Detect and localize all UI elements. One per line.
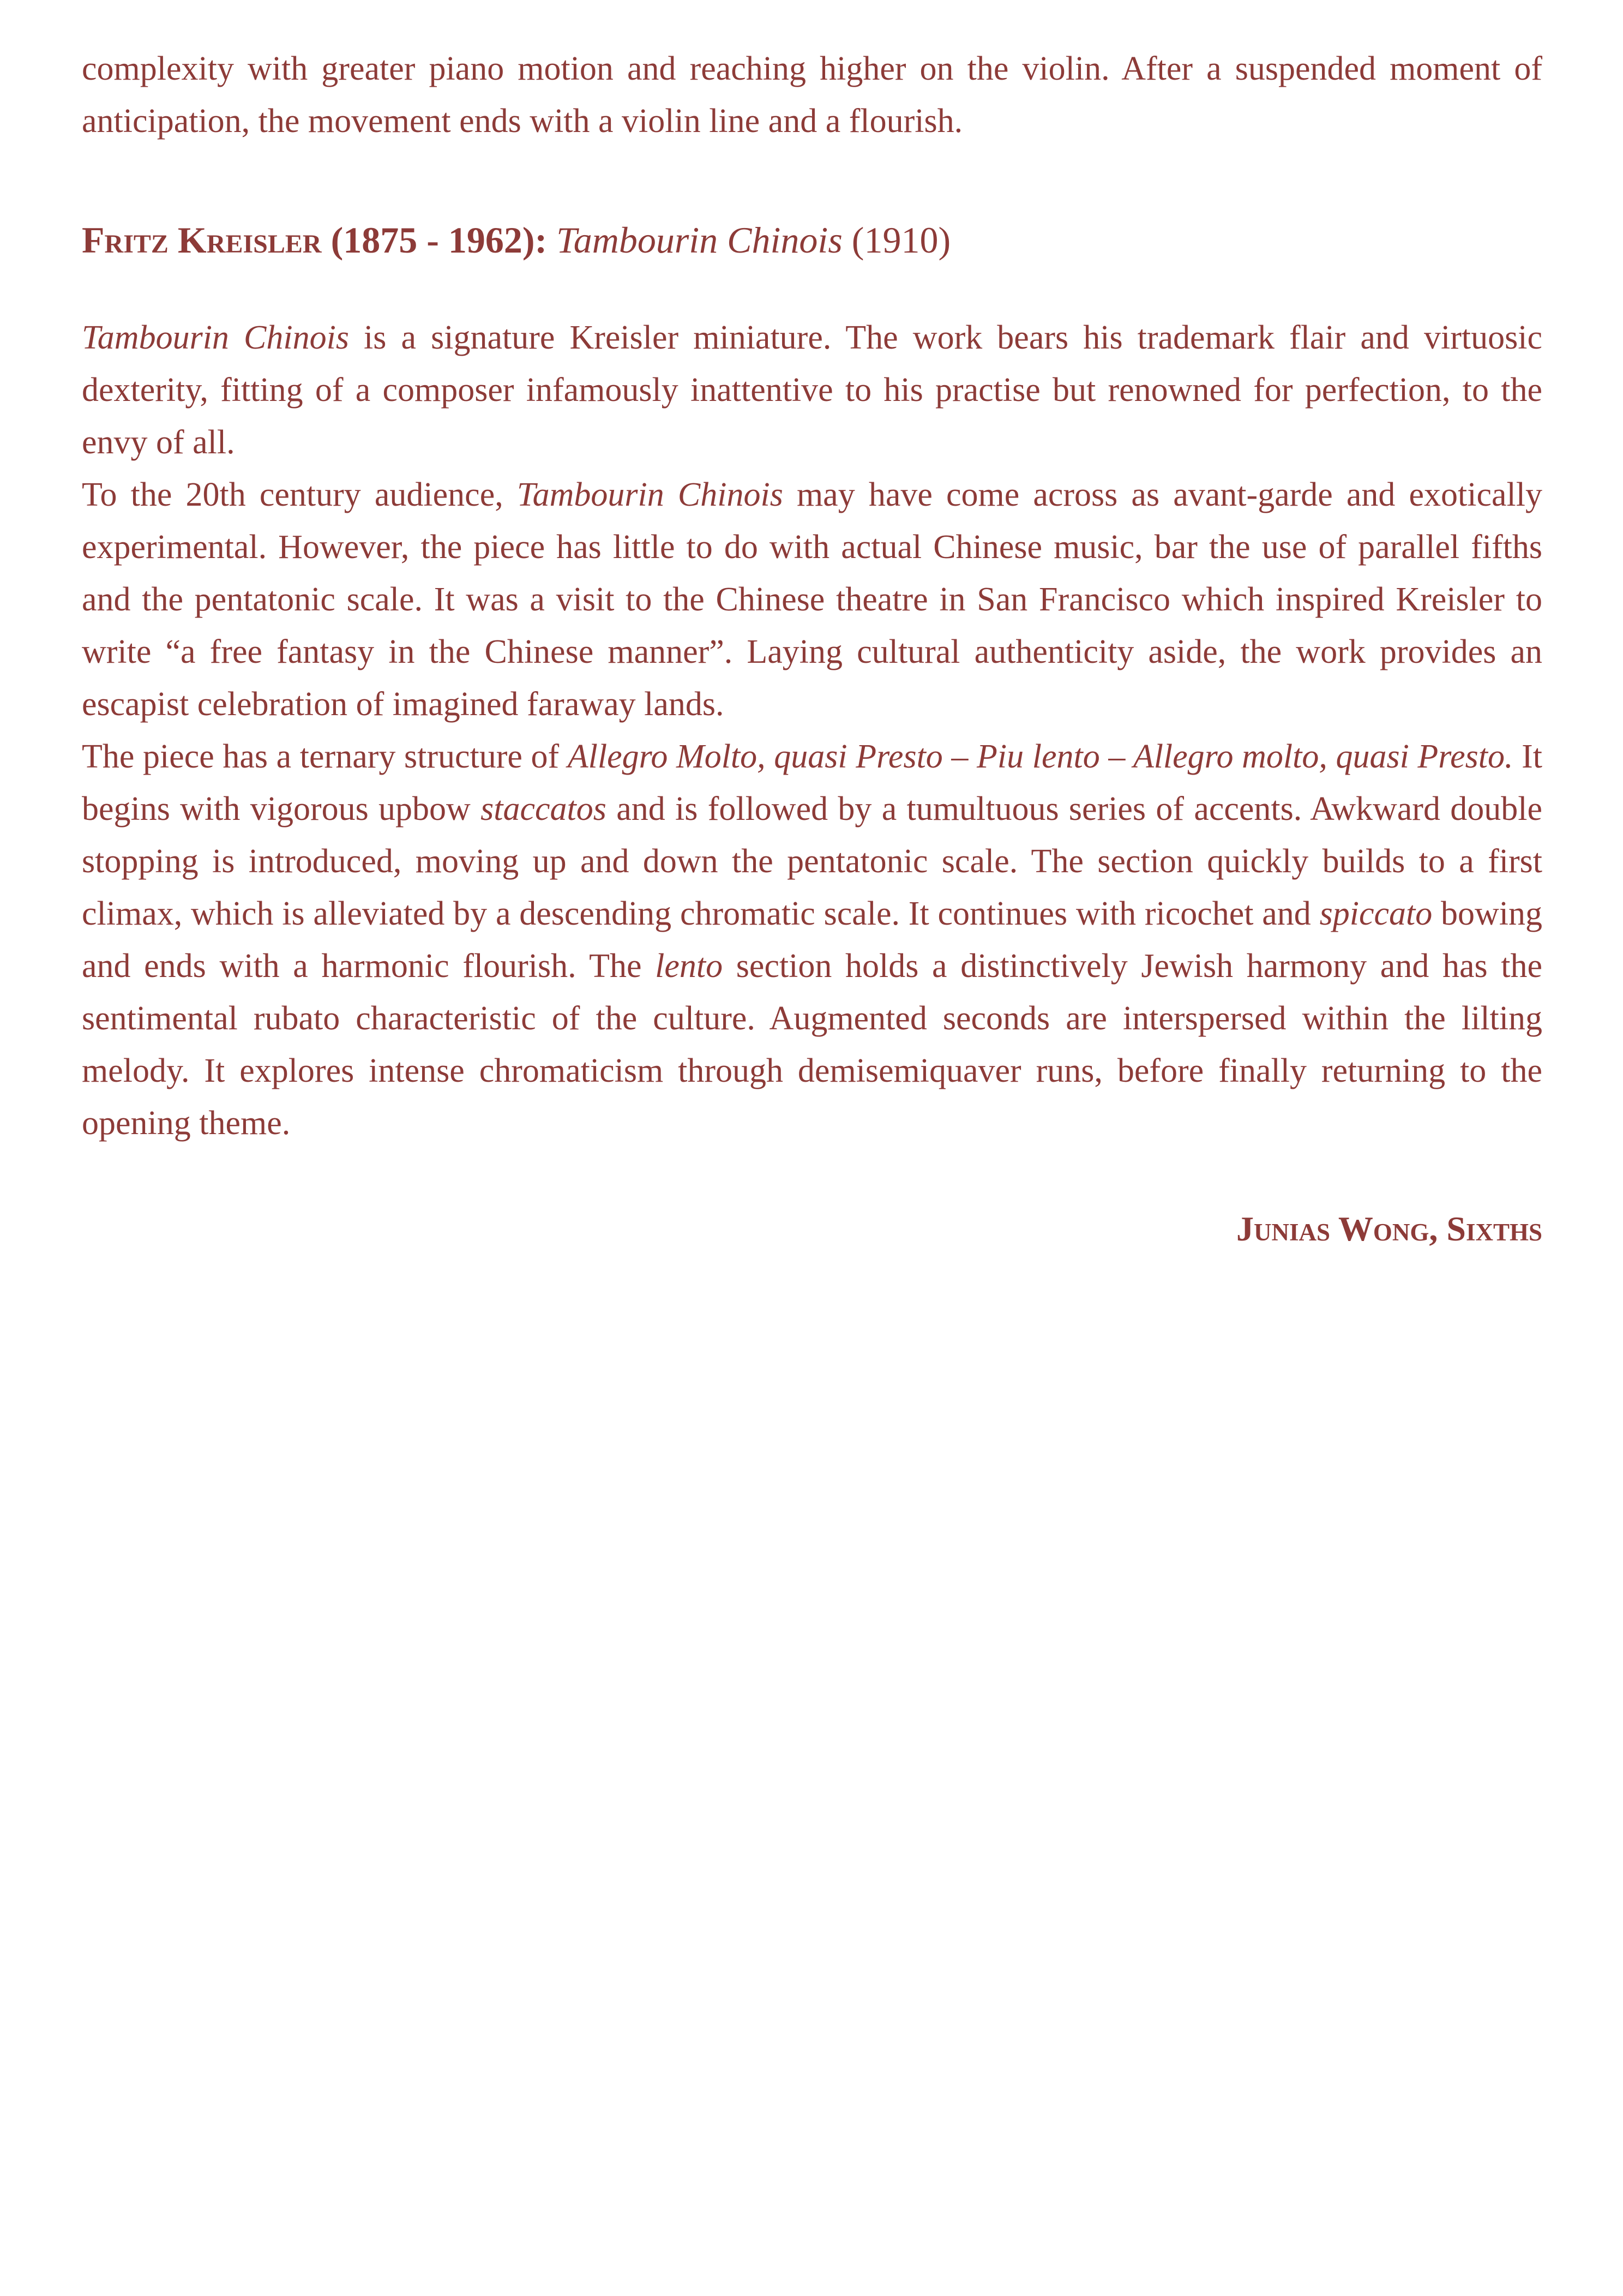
byline	[82, 1203, 1542, 1255]
text-segment: To the 20th century audience,	[82, 476, 517, 513]
text-segment: (1875 - 1962):	[321, 219, 557, 261]
paragraph-kreisler-miniature	[82, 311, 1542, 469]
text-segment: spiccato	[1319, 895, 1433, 932]
text-segment: section holds a distinctively Jewish harmony and has the sentimental rubato characteristic of the culture. Augmented seconds are interspersed within the lilting melody. It explores intense chromaticism through demisemiquaver runs, before finally returning to the opening theme.	[82, 948, 1542, 1142]
text-segment: (1910)	[842, 219, 951, 261]
text-segment: staccatos	[480, 790, 606, 828]
text-segment: lento	[655, 948, 723, 985]
text-segment: complexity with greater piano motion and reaching higher on the violin. After a suspended moment of anticipation, the movement ends with a violin line and a flourish.	[82, 50, 1542, 140]
text-segment: and is followed by a tumultuous series of accents. Awkward double stopping is introduced, moving up and down the pentatonic scale. The section quickly builds to a first climax, which is alleviated by a descending chromatic scale. It continues with ricochet and	[82, 790, 1543, 932]
text-segment: is a signature Kreisler miniature. The work bears his trademark flair and virtuosic dexterity, fitting of a composer infamously inattentive to his practise but renowned for perfection, to the envy of all.	[82, 319, 1542, 461]
text-segment: Fritz Kreisler	[82, 219, 322, 261]
continuation-paragraph	[82, 43, 1542, 147]
text-segment: Tambourin Chinois	[82, 319, 349, 356]
text-segment: bowing and ends with a harmonic flourish. The	[82, 895, 1542, 985]
text-segment: It begins with vigorous upbow	[82, 738, 1542, 828]
text-segment: Tambourin Chinois	[556, 219, 843, 261]
text-segment: Tambourin Chinois	[516, 476, 783, 513]
work-heading	[82, 214, 1542, 266]
text-segment: The piece has a ternary structure of	[82, 738, 568, 775]
program-note-body	[82, 311, 1542, 1149]
text-segment: Junias Wong, Sixths	[1236, 1209, 1542, 1248]
text-segment: Allegro Molto, quasi Presto – Piu lento – Allegro molto, quasi Presto.	[567, 738, 1513, 775]
paragraph-20th-century-audience	[82, 469, 1542, 730]
text-segment: may have come across as avant-garde and exotically experimental. However, the piece has little to do with actual Chinese music, bar the use of parallel fifths and the pentatonic scale. It was a visit to the Chinese theatre in San Francisco which inspired Kreisler to write “a free fantasy in the Chinese manner”. Laying cultural authenticity aside, the work provides an escapist celebration of imagined faraway lands.	[82, 476, 1543, 723]
paragraph-ternary-structure	[82, 730, 1542, 1149]
